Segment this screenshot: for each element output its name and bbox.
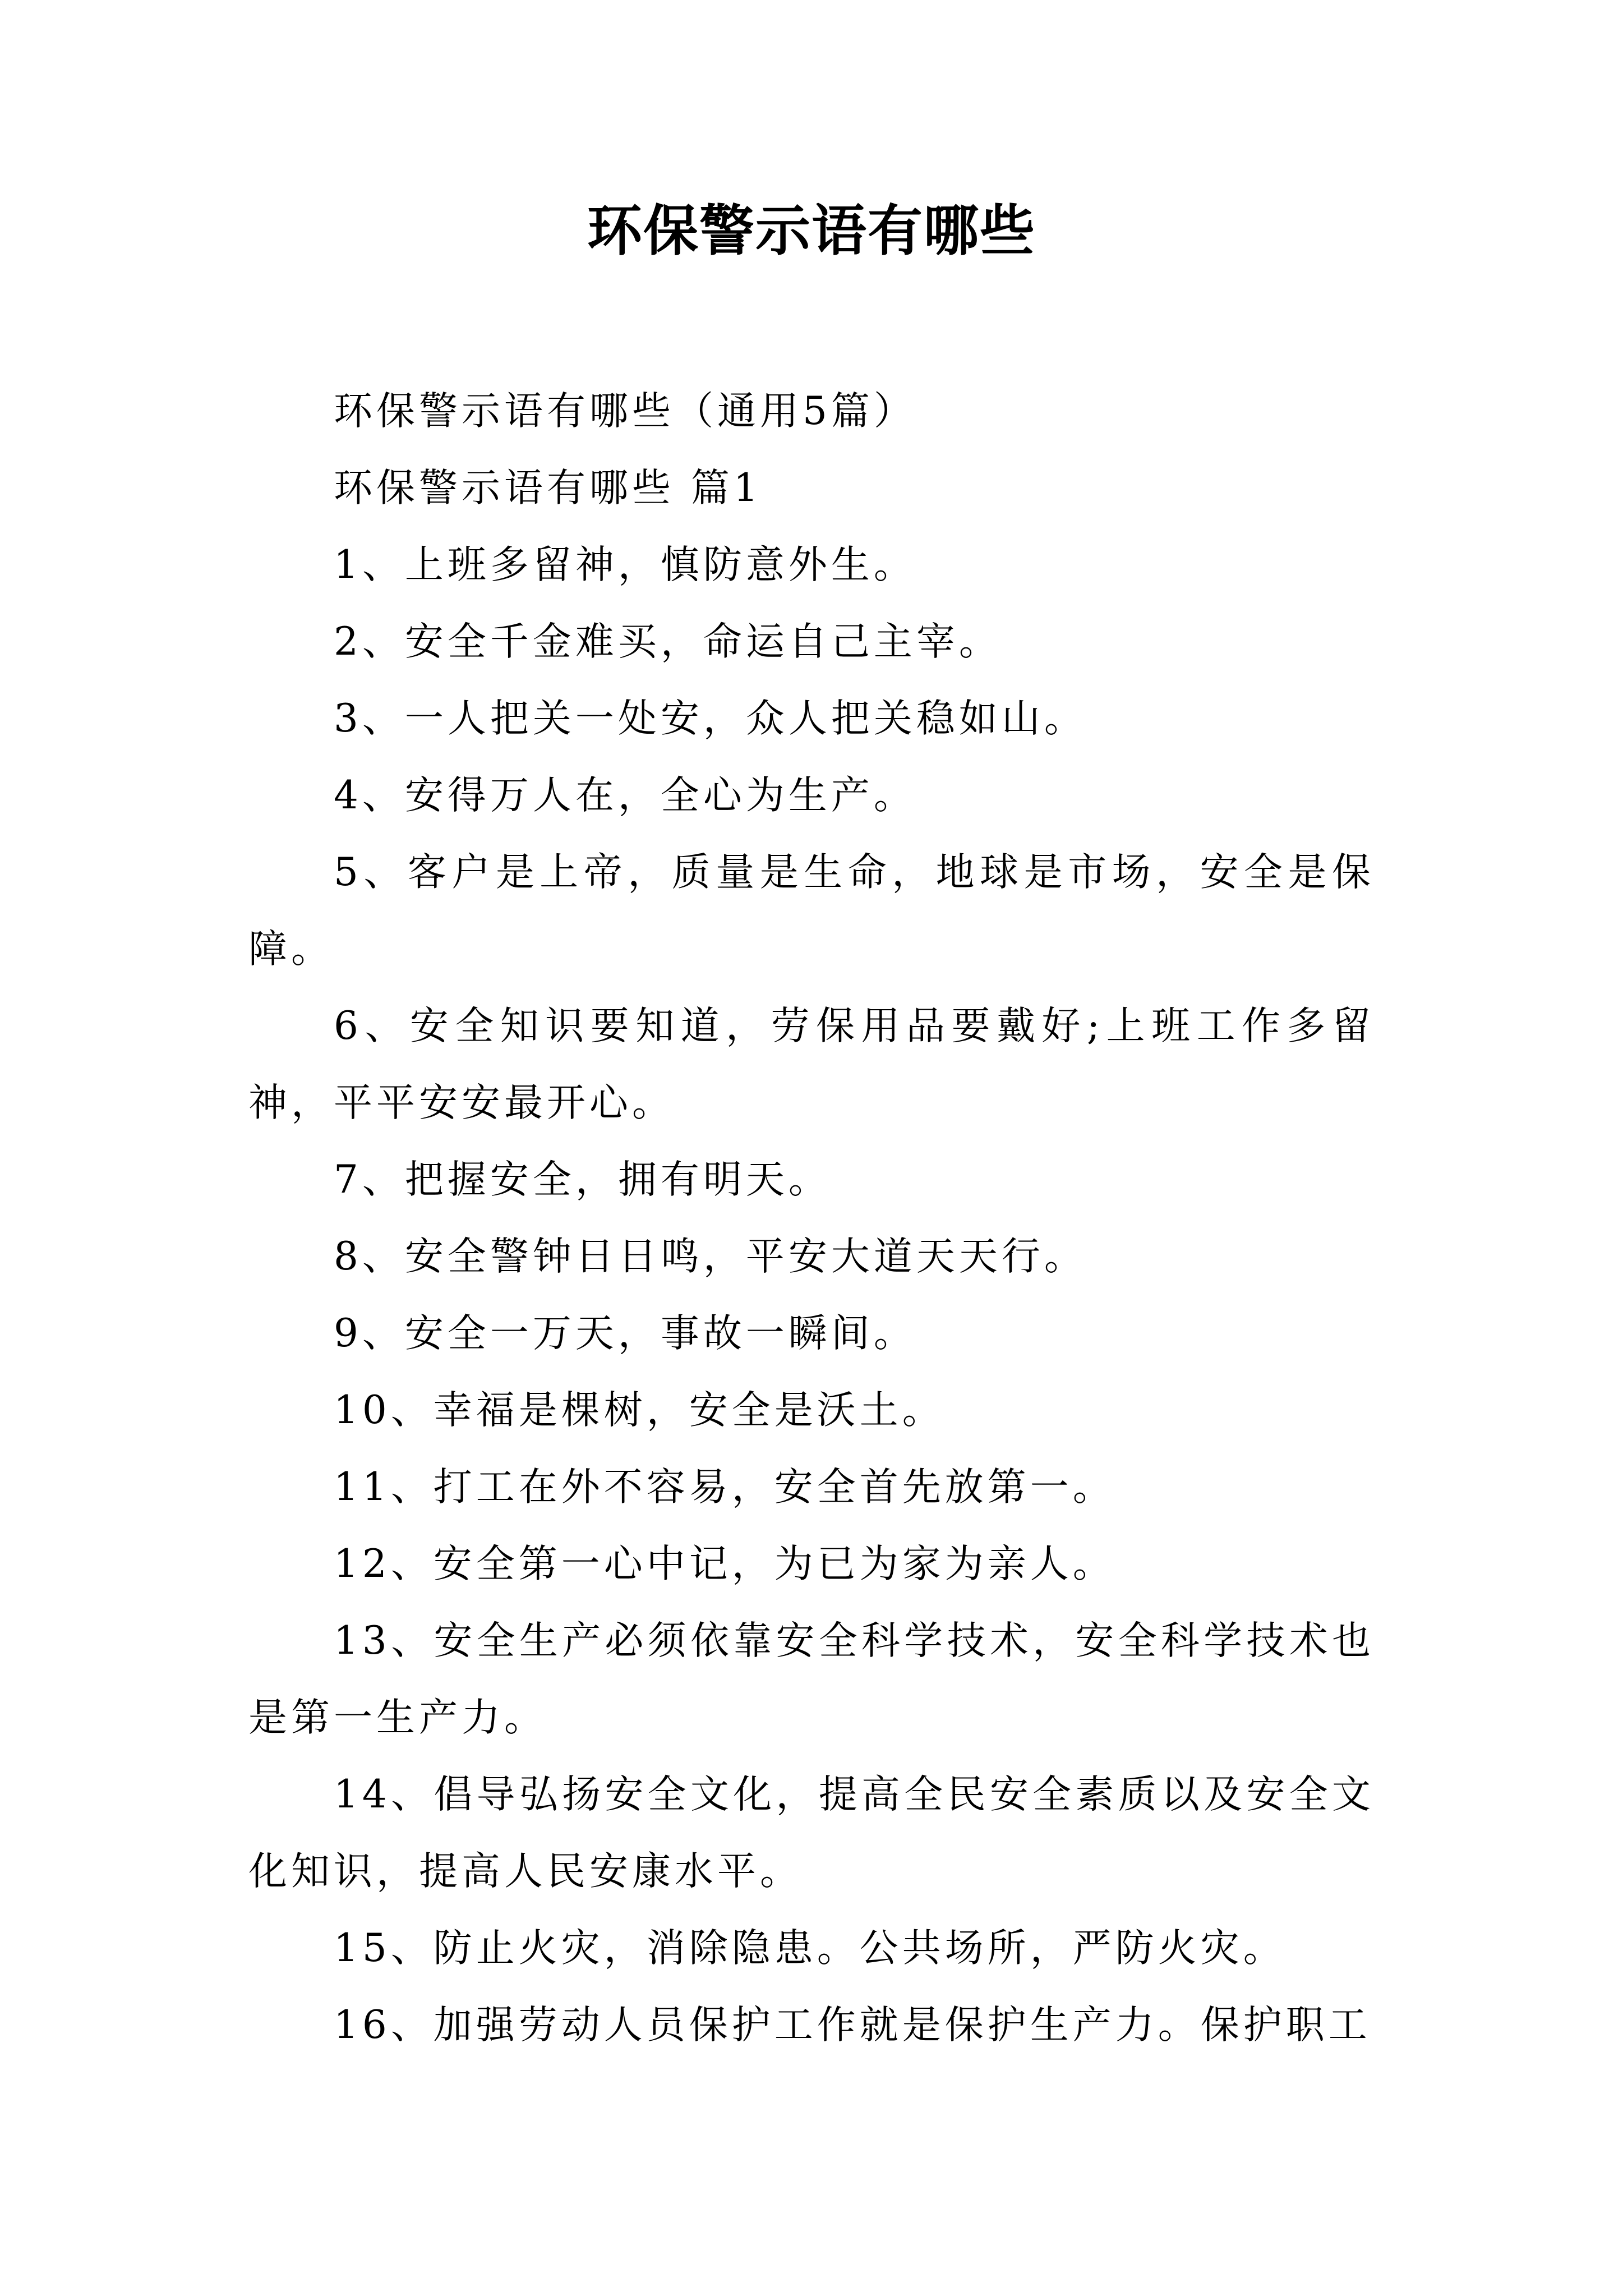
- paragraph-subtitle: 环保警示语有哪些（通用5篇）: [334, 389, 916, 434]
- slogan-item: 15、防止火灾，消除隐患。公共场所，严防火灾。: [334, 1926, 1286, 1971]
- document-title: 环保警示语有哪些: [587, 199, 1036, 263]
- slogan-item: 1、上班多留神，慎防意外生。: [334, 542, 916, 587]
- slogan-item: 6、安全知识要知道，劳保用品要戴好;上班工作多留神，平平安安最开心。: [248, 1004, 1375, 1125]
- slogan-item: 11、打工在外不容易，安全首先放第一。: [334, 1465, 1115, 1510]
- slogan-item: 13、安全生产必须依靠安全科学技术，安全科学技术也是第一生产力。: [248, 1618, 1375, 1740]
- slogan-item: 14、倡导弘扬安全文化，提高全民安全素质以及安全文化知识，提高人民安康水平。: [248, 1772, 1375, 1894]
- slogan-item: 10、幸福是棵树，安全是沃土。: [334, 1388, 945, 1433]
- slogan-item: 12、安全第一心中记，为已为家为亲人。: [334, 1542, 1115, 1586]
- slogan-item: 4、安得万人在，全心为生产。: [334, 773, 916, 818]
- slogan-item: 2、安全千金难买，命运自己主宰。: [334, 619, 1002, 664]
- slogan-item: 7、把握安全，拥有明天。: [334, 1157, 831, 1202]
- slogan-item: 16、加强劳动人员保护工作就是保护生产力。保护职工: [334, 2003, 1371, 2047]
- paragraph-section-heading: 环保警示语有哪些 篇1: [334, 466, 762, 510]
- slogan-item: 5、客户是上帝，质量是生命，地球是市场，安全是保障。: [248, 850, 1375, 972]
- slogan-item: 9、安全一万天，事故一瞬间。: [334, 1311, 916, 1356]
- slogan-item: 8、安全警钟日日鸣，平安大道天天行。: [334, 1234, 1087, 1279]
- document-body: [248, 373, 1375, 2064]
- slogan-item: 3、一人把关一处安，众人把关稳如山。: [334, 696, 1087, 741]
